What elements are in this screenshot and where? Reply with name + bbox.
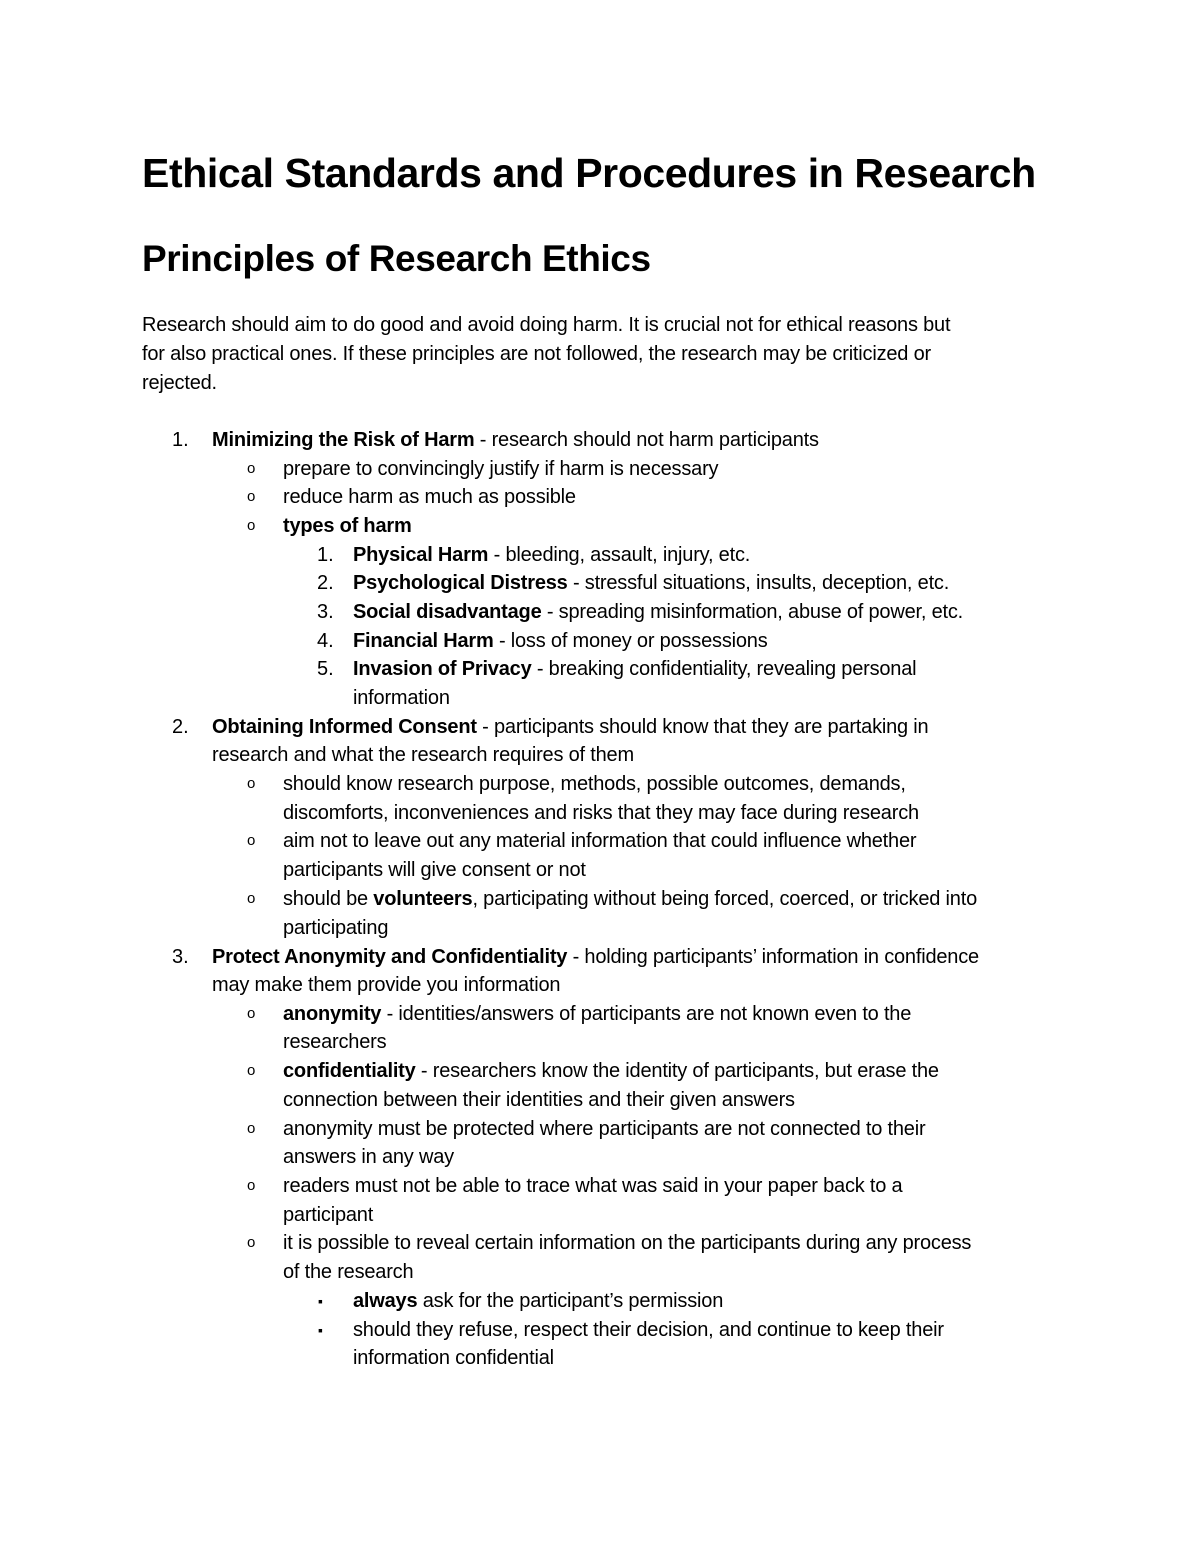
harm-desc-continued: information — [353, 687, 450, 709]
intro-line: rejected. — [142, 372, 217, 394]
list-item-continued: of the research — [283, 1261, 414, 1283]
principle-desc: - participants should know that they are partaking in — [476, 716, 929, 738]
bullet-marker: o — [247, 1234, 256, 1251]
document-title: Ethical Standards and Procedures in Research — [142, 150, 1036, 196]
list-item-term: always — [353, 1290, 418, 1312]
principle-desc: - holding participants’ information in confidence — [567, 946, 979, 968]
harm-term: Financial Harm — [353, 630, 494, 652]
bullet-marker: o — [247, 890, 256, 907]
intro-line: Research should aim to do good and avoid doing harm. It is crucial not for ethical reasons but — [142, 314, 951, 336]
list-item-text: ask for the participant’s permission — [417, 1290, 724, 1312]
list-item-term: confidentiality — [283, 1060, 416, 1082]
list-item-continued: researchers — [283, 1031, 387, 1053]
harm-item — [353, 598, 963, 627]
harm-term: Physical Harm — [353, 544, 489, 566]
list-number: 1. — [172, 429, 189, 451]
list-item-continued: answers in any way — [283, 1146, 454, 1168]
bullet-marker: o — [247, 832, 256, 849]
principle-term: Minimizing the Risk of Harm — [212, 429, 475, 451]
list-item: aim not to leave out any material information that could influence whether — [283, 830, 917, 852]
harm-item — [353, 627, 768, 656]
list-item — [353, 1287, 723, 1316]
list-item-term: anonymity — [283, 1003, 382, 1025]
harm-item — [353, 541, 750, 570]
list-number: 3. — [172, 946, 189, 968]
harm-item — [353, 569, 949, 598]
harm-desc: - bleeding, assault, injury, etc. — [488, 544, 751, 566]
harm-term: Social disadvantage — [353, 601, 542, 623]
section-heading: Principles of Research Ethics — [142, 238, 651, 279]
list-item-continued: participants will give consent or not — [283, 859, 586, 881]
harm-term: Invasion of Privacy — [353, 658, 532, 680]
list-item-continued: information confidential — [353, 1347, 554, 1369]
list-item-continued: discomforts, inconveniences and risks that they may face during research — [283, 802, 919, 824]
list-item: reduce harm as much as possible — [283, 486, 576, 508]
list-item-text: , participating without being forced, coerced, or tricked into — [472, 888, 977, 910]
harm-item — [353, 655, 916, 684]
list-number: 5. — [317, 658, 334, 680]
list-item — [283, 1057, 939, 1086]
principle-term: Protect Anonymity and Confidentiality — [212, 946, 568, 968]
harm-desc: - spreading misinformation, abuse of power, etc. — [541, 601, 964, 623]
list-number: 2. — [317, 572, 334, 594]
principle-item — [212, 943, 979, 972]
list-item: prepare to convincingly justify if harm is necessary — [283, 458, 719, 480]
bullet-marker: o — [247, 460, 256, 477]
bullet-marker: o — [247, 1120, 256, 1137]
list-item-text: - identities/answers of participants are not known even to the — [381, 1003, 912, 1025]
square-bullet-marker: ▪ — [318, 1322, 323, 1338]
harm-desc: - stressful situations, insults, deception, etc. — [567, 572, 950, 594]
list-item-text: - researchers know the identity of participants, but erase the — [415, 1060, 939, 1082]
square-bullet-marker: ▪ — [318, 1293, 323, 1309]
list-item-term: volunteers — [373, 888, 473, 910]
list-item — [283, 885, 977, 914]
list-number: 2. — [172, 716, 189, 738]
principle-item — [212, 426, 819, 455]
bullet-marker: o — [247, 488, 256, 505]
harm-desc: - loss of money or possessions — [493, 630, 768, 652]
list-number: 1. — [317, 544, 334, 566]
principle-term: Obtaining Informed Consent — [212, 716, 477, 738]
principle-desc-continued: research and what the research requires of them — [212, 744, 634, 766]
list-number: 3. — [317, 601, 334, 623]
list-item-term: types of harm — [283, 515, 412, 537]
list-item: readers must not be able to trace what was said in your paper back to a — [283, 1175, 903, 1197]
principle-item — [212, 713, 928, 742]
list-item: it is possible to reveal certain information on the participants during any process — [283, 1232, 972, 1254]
bullet-marker: o — [247, 1062, 256, 1079]
list-item — [283, 1000, 911, 1029]
intro-line: for also practical ones. If these principles are not followed, the research may be criticized or — [142, 343, 931, 365]
bullet-marker: o — [247, 1005, 256, 1022]
list-item-text: should be — [283, 888, 374, 910]
harm-term: Psychological Distress — [353, 572, 568, 594]
principle-desc-continued: may make them provide you information — [212, 974, 561, 996]
list-number: 4. — [317, 630, 334, 652]
list-item-continued: participating — [283, 917, 389, 939]
bullet-marker: o — [247, 775, 256, 792]
harm-desc: - breaking confidentiality, revealing personal — [531, 658, 917, 680]
principle-desc: - research should not harm participants — [474, 429, 819, 451]
list-item-continued: participant — [283, 1204, 374, 1226]
list-item: should they refuse, respect their decision, and continue to keep their — [353, 1319, 944, 1341]
list-item-continued: connection between their identities and their given answers — [283, 1089, 795, 1111]
list-item: anonymity must be protected where participants are not connected to their — [283, 1118, 926, 1140]
list-item: should know research purpose, methods, possible outcomes, demands, — [283, 773, 906, 795]
bullet-marker: o — [247, 1177, 256, 1194]
list-item — [283, 512, 412, 541]
bullet-marker: o — [247, 517, 256, 534]
